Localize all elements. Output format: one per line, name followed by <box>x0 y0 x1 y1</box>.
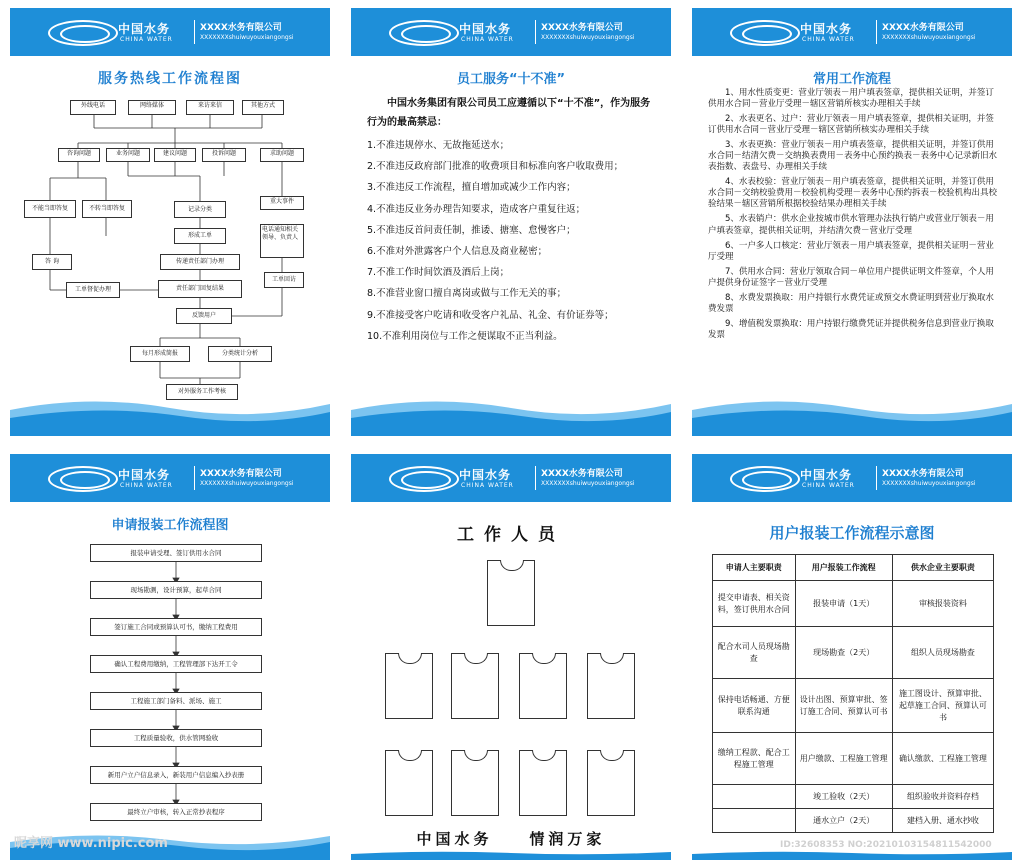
flow-connectors <box>10 8 330 436</box>
company-name: XXXX水务有限公司 <box>200 469 282 479</box>
table-row: 提交申请表、相关资料，签订供用水合同 报装申请（1天） 审核报装资料 <box>713 581 994 627</box>
rule-item: 8.不准营业窗口擅自离岗或做与工作无关的事； <box>367 288 567 300</box>
company-name-en: XXXXXXXshuiwuyouxiangongsi <box>882 34 976 41</box>
company-name-en: XXXXXXXshuiwuyouxiangongsi <box>200 34 294 41</box>
panel-install-flow <box>10 454 330 860</box>
logo-en: CHINA WATER <box>120 36 173 43</box>
panel-title: 工作人员 <box>457 525 565 545</box>
panel-header <box>351 8 671 56</box>
photo-frame-leader <box>487 560 535 626</box>
slogan: 中国水务 情润万家 <box>416 830 606 848</box>
logo-en: CHINA WATER <box>802 36 855 43</box>
flow-source-media: 网络媒体 <box>128 100 176 115</box>
rule-item: 4.不准违反业务办理告知要求，造成客户重复往返； <box>367 203 586 215</box>
company-name-en: XXXXXXXshuiwuyouxiangongsi <box>882 480 976 487</box>
workflow-item: 3、水表更换：营业厅领表－用户填表签章，提供相关证明，并签订供用水合同－结清欠费－交纳换表费用－表务中心预约换表－表务中心记录新旧水表指数、表盘号、办理相关手续 <box>708 140 998 173</box>
watermark-left: 昵享网 www.nipic.com <box>14 836 168 851</box>
table-row: 竣工验收（2天） 组织验收并资料存档 <box>713 785 994 809</box>
flow-type-suggest: 建议问题 <box>154 148 196 162</box>
panel-header <box>692 8 1012 56</box>
company-name: XXXX水务有限公司 <box>541 23 623 33</box>
photo-frame <box>519 653 567 719</box>
table-row: 通水立户（2天） 建档入册、通水抄收 <box>713 809 994 833</box>
panel-header <box>692 454 1012 502</box>
china-water-logo-icon <box>389 20 459 46</box>
logo-en: CHINA WATER <box>802 482 855 489</box>
flow-type-complaint: 投诉问题 <box>202 148 246 162</box>
company-name: XXXX水务有限公司 <box>882 23 964 33</box>
flow-form-order: 形成工单 <box>174 228 226 244</box>
table-row: 缴纳工程款、配合工程施工管理 用户缴款、工程施工管理 确认缴款、工程施工管理 <box>713 733 994 785</box>
workflow-item: 6、一户多人口核定：营业厅领表－用户填表签章，提供相关证明－营业厅受理 <box>708 240 994 262</box>
prohibitions-intro: 中国水务集团有限公司员工应遵循以下“十不准”，作为服务行为的最高禁忌： <box>367 98 651 128</box>
logo-cn: 中国水务 <box>118 22 171 36</box>
flow-dispatch: 传递责任部门办理 <box>160 254 240 270</box>
wave-footer <box>351 850 671 860</box>
company-name-en: XXXXXXXshuiwuyouxiangongsi <box>541 480 635 487</box>
panel-title: 员工服务“十不准” <box>456 72 566 87</box>
photo-frame <box>385 750 433 816</box>
panel-title: 申请报装工作流程图 <box>111 518 229 533</box>
flow-monthly: 每月形成简报 <box>130 346 190 362</box>
flow-type-help: 求助问题 <box>260 148 304 162</box>
flow-assess: 对外服务工作考核 <box>166 384 238 400</box>
rule-item: 2.不准违反政府部门批准的收费项目和标准向客户收取费用； <box>367 161 624 173</box>
panel-header <box>351 454 671 502</box>
flow-source-phone: 外线电话 <box>70 100 116 115</box>
logo-cn: 中国水务 <box>800 22 853 36</box>
install-step: 最终立户审核，转入正常抄表程序 <box>90 803 262 821</box>
china-water-logo-icon <box>389 466 459 492</box>
photo-frame <box>587 750 635 816</box>
install-step: 新用户立户信息录入，新装用户信息编入抄表册 <box>90 766 262 784</box>
workflow-item: 1、用水性质变更：营业厅领表－用户填表签章，提供相关证明，并签订供用水合同－营业厅受理－辖区营销所核实办理相关手续 <box>708 88 994 110</box>
flow-record: 记录分类 <box>174 201 226 218</box>
table-header: 申请人主要职责 <box>713 555 796 581</box>
wave-footer <box>351 396 671 436</box>
panel-ten-prohibitions <box>351 8 671 436</box>
workflow-item: 2、水表更名、过户：营业厅领表－用户填表签章，提供相关证明，并签订供用水合同－营业厅受理－辖区营销所核实办理相关手续 <box>708 114 994 136</box>
rule-item: 9.不准接受客户吃请和收受客户礼品、礼金、有价证券等； <box>367 309 614 321</box>
photo-frame <box>451 653 499 719</box>
flow-source-visit: 来访来信 <box>186 100 234 115</box>
table-header: 用户报装工作流程 <box>795 555 892 581</box>
panel-title: 用户报装工作流程示意图 <box>769 524 935 542</box>
install-table <box>712 554 994 833</box>
flow-reply-now: 不转当即答复 <box>82 200 132 218</box>
install-step: 工程质量验收，供水管网验收 <box>90 729 262 747</box>
flow-revisit: 工单回访 <box>264 272 304 288</box>
workflow-item: 5、水表销户：供水企业按城市供水管理办法执行销户或营业厅领表－用户填表签章，提供相关证明，并结清欠费－营业厅受理 <box>708 214 994 236</box>
company-name-en: XXXXXXXshuiwuyouxiangongsi <box>200 480 294 487</box>
rule-item: 1.不准违规停水、无故拖延送水； <box>367 140 510 151</box>
flow-feedback: 反馈用户 <box>176 308 232 324</box>
panel-install-diagram <box>692 454 1012 860</box>
install-step: 签订施工合同或预算认可书，缴纳工程费用 <box>90 618 262 636</box>
panel-hotline-flow <box>10 8 330 436</box>
logo-en: CHINA WATER <box>120 482 173 489</box>
flow-supervise: 工单督促办理 <box>66 282 120 298</box>
rule-item: 5.不准违反首问责任制，推诿、搪塞、怠慢客户； <box>367 224 576 236</box>
wave-footer <box>692 396 1012 436</box>
china-water-logo-icon <box>730 20 800 46</box>
install-step: 确认工程费用缴纳，工程管理部下达开工令 <box>90 655 262 673</box>
logo-cn: 中国水务 <box>118 468 171 482</box>
company-name: XXXX水务有限公司 <box>200 23 282 33</box>
flow-notify-leader: 电话通知相关领导、负责人 <box>260 224 304 258</box>
workflow-item: 4、水表校验：营业厅领表－用户填表签章，提供相关证明，并签订供用水合同－交纳校验费用－校验机构受理－表务中心预约拆表－校验机构出具校验结果－辖区营销所根据校验结果办理相关手续 <box>708 177 998 210</box>
flow-stats: 分类统计分析 <box>208 346 272 362</box>
wave-footer <box>692 850 1012 860</box>
rule-item: 7.不准工作时间饮酒及酒后上岗； <box>367 267 510 279</box>
flow-cannot-reply: 不能当即答复 <box>24 200 76 218</box>
company-name-en: XXXXXXXshuiwuyouxiangongsi <box>541 34 635 41</box>
table-row: 配合水司人员现场勘查 现场勘查（2天） 组织人员现场勘查 <box>713 627 994 679</box>
company-name: XXXX水务有限公司 <box>541 469 623 479</box>
photo-frame <box>587 653 635 719</box>
wave-footer <box>10 396 330 436</box>
china-water-logo-icon <box>730 466 800 492</box>
rule-item: 3.不准违反工作流程，擅自增加或减少工作内容； <box>367 182 576 194</box>
rule-item: 6.不准对外泄露客户个人信息及商业秘密； <box>367 245 548 257</box>
workflow-item: 8、水费发票换取：用户持银行水费凭证或预交水费证明到营业厅换取水费发票 <box>708 292 994 314</box>
flow-dept-result: 责任部门回复结果 <box>158 280 242 298</box>
workflow-item: 7、供用水合同：营业厅领取合同－单位用户提供证明文件签章，个人用户提供身份证签字－营业厅受理 <box>708 266 994 288</box>
logo-cn: 中国水务 <box>800 468 853 482</box>
prohibitions-list <box>367 138 661 350</box>
panel-title: 服务热线工作流程图 <box>98 71 242 87</box>
logo-cn: 中国水务 <box>459 468 512 482</box>
table-row: 保持电话畅通、方便联系沟通 设计出图、预算审批、签订施工合同、预算认可书 施工图设计、预算审批、起草施工合同、预算认可书 <box>713 679 994 733</box>
table-header: 供水企业主要职责 <box>892 555 993 581</box>
panel-staff <box>351 454 671 860</box>
install-step: 工程施工部门备料、派场、施工 <box>90 692 262 710</box>
photo-frame <box>451 750 499 816</box>
logo-cn: 中国水务 <box>459 22 512 36</box>
logo-en: CHINA WATER <box>461 36 514 43</box>
flow-source-other: 其他方式 <box>242 100 284 115</box>
rule-item: 10.不准利用岗位与工作之便谋取不正当利益。 <box>367 330 563 342</box>
install-step: 现场勘测，设计预算，起草合同 <box>90 581 262 599</box>
install-step: 报装申请受理、签订供用水合同 <box>90 544 262 562</box>
workflow-item: 9、增值税发票换取：用户持银行缴费凭证并提供税务信息到营业厅换取发票 <box>708 318 994 340</box>
photo-frame <box>519 750 567 816</box>
flow-answer: 答 询 <box>32 254 72 270</box>
panel-title: 常用工作流程 <box>812 72 891 87</box>
watermark-right: ID:32608353 NO:20210103154811542000 <box>780 840 992 850</box>
company-name: XXXX水务有限公司 <box>882 469 964 479</box>
flow-type-consult: 咨询问题 <box>58 148 100 162</box>
flow-type-business: 业务问题 <box>106 148 150 162</box>
logo-en: CHINA WATER <box>461 482 514 489</box>
flow-major-event: 重大事件 <box>260 196 304 210</box>
photo-frame <box>385 653 433 719</box>
workflow-list <box>708 88 998 345</box>
panel-common-workflow <box>692 8 1012 436</box>
